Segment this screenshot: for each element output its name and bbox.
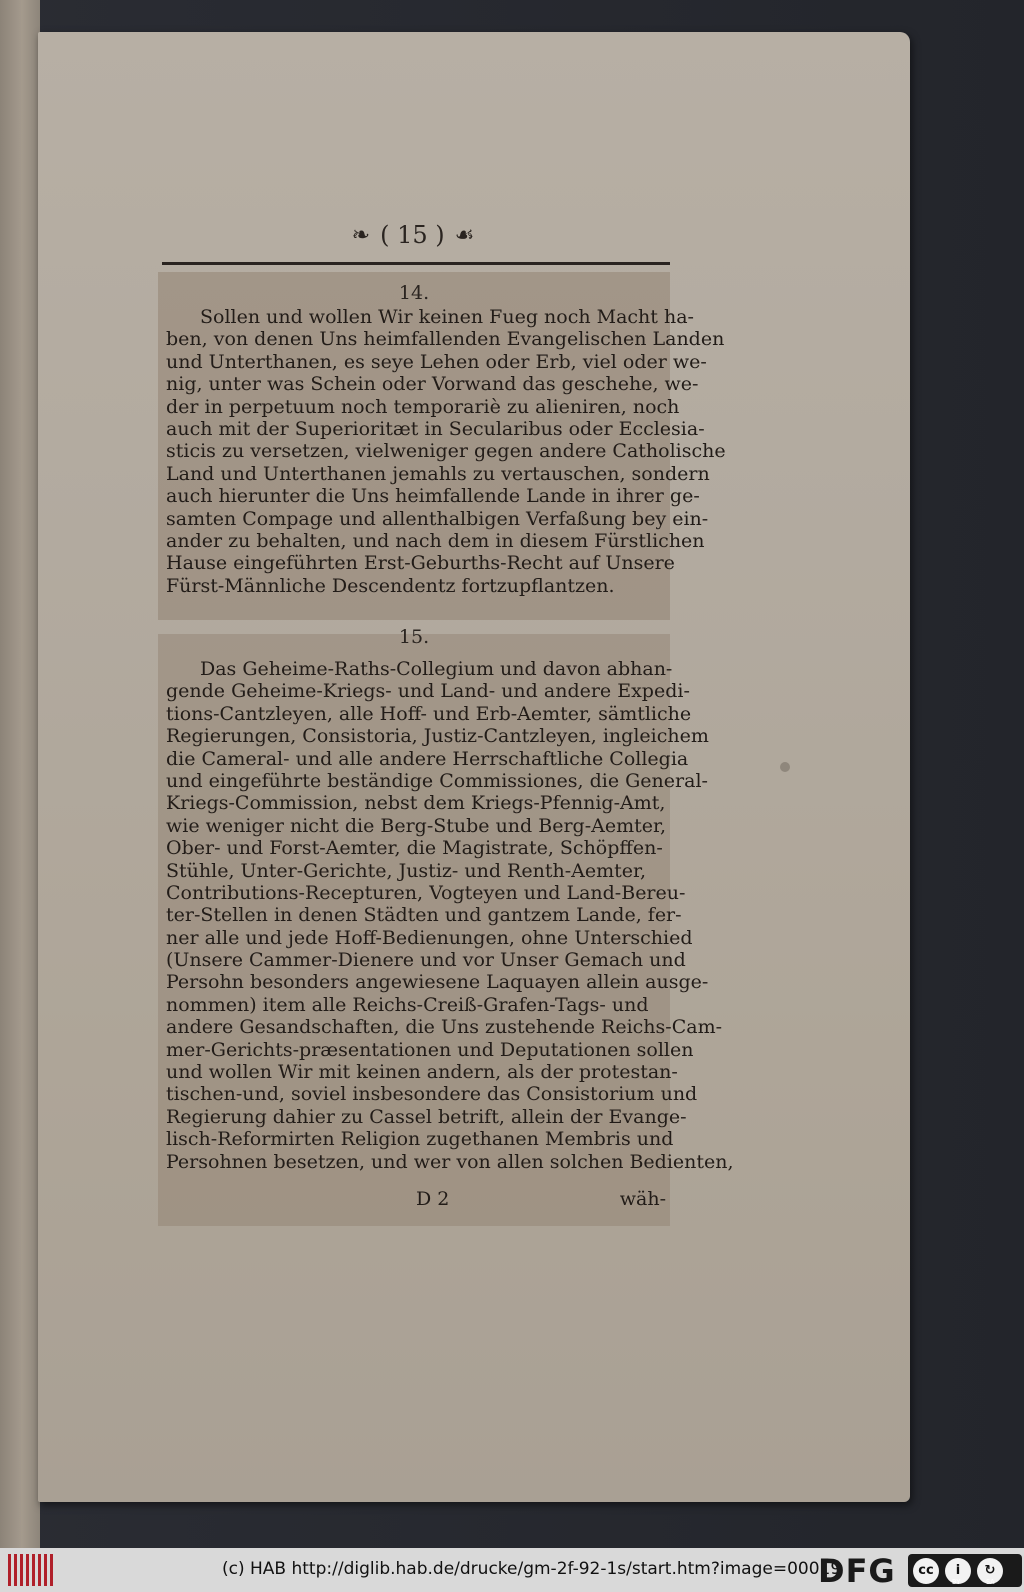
text-line: ter-Stellen in denen Städten und gantzem Lande, fer- [166, 904, 682, 927]
header-rule [162, 262, 670, 265]
license-badge[interactable] [908, 1554, 1022, 1587]
text-line: Kriegs-Commission, nebst dem Kriegs-Pfennig-Amt, [166, 792, 666, 815]
footer-bar [0, 1548, 1024, 1592]
paper-stain [780, 762, 790, 772]
text-line: wie weniger nicht die Berg-Stube und Berg-Aemter, [166, 814, 667, 837]
page-number: ( 15 ) [380, 221, 445, 249]
section-number: 15. [398, 626, 430, 648]
text-line: Land und Unterthanen jemahls zu vertauschen, sondern [166, 462, 710, 485]
left-ornament-icon: ❧ [351, 222, 371, 248]
citation-link[interactable]: (c) HAB http://diglib.hab.de/drucke/gm-2f-92-1s/start.htm?image=00019 [222, 1559, 842, 1579]
text-line: Persohnen besetzen, und wer von allen solchen Bedienten, [166, 1150, 734, 1173]
text-line: auch mit der Superioritæt in Secularibus oder Ecclesia- [166, 417, 705, 440]
text-line: Fürst-Männliche Descendentz fortzupflantzen. [166, 574, 615, 597]
text-line: Sollen und wollen Wir keinen Fueg noch Macht ha- [200, 306, 694, 328]
section-text [166, 306, 726, 597]
text-line: Das Geheime-Raths-Collegium und davon abhan- [200, 658, 673, 680]
attribution-icon: i [945, 1558, 971, 1584]
share-alike-icon: ↻ [977, 1558, 1003, 1584]
section-text [166, 658, 734, 1173]
text-line: und eingeführte beständige Commissiones, die General- [166, 769, 708, 792]
text-line: Contributions-Recepturen, Vogteyen und Land-Bereu- [166, 881, 686, 904]
text-line: der in perpetuum noch temporariè zu alieniren, noch [166, 395, 680, 418]
cc-icon: cc [913, 1558, 939, 1584]
page-footer-marks [166, 1188, 666, 1214]
text-line: und wollen Wir mit keinen andern, als der protestan- [166, 1061, 678, 1084]
text-line: Stühle, Unter-Gerichte, Justiz- und Renth-Aemter, [166, 859, 647, 882]
text-line: lisch-Reformirten Religion zugethanen Membris und [166, 1128, 674, 1151]
license-sa-label: SA [986, 1578, 995, 1586]
signature-mark: D 2 [416, 1188, 450, 1210]
text-line: ben, von denen Uns heimfallenden Evangelischen Landen [166, 328, 725, 351]
text-line: ner alle und jede Hoff-Bedienungen, ohne Unterschied [166, 926, 693, 949]
hab-logo-icon[interactable] [8, 1554, 53, 1586]
text-line: ander zu behalten, und nach dem in diesem Fürstlichen [166, 529, 705, 552]
text-line: und Unterthanen, es seye Lehen oder Erb, viel oder we- [166, 350, 707, 373]
text-line: samten Compage und allenthalbigen Verfaßung bey ein- [166, 507, 709, 530]
text-line: Hause eingeführten Erst-Geburths-Recht auf Unsere [166, 552, 675, 575]
text-line: nig, unter was Schein oder Vorwand das geschehe, we- [166, 373, 699, 396]
section-number: 14. [398, 282, 430, 304]
text-line: Regierung dahier zu Cassel betrift, allein der Evange- [166, 1105, 687, 1128]
text-line: andere Gesandschaften, die Uns zustehende Reichs-Cam- [166, 1016, 723, 1039]
text-line: Persohn besonders angewiesene Laquayen allein ausge- [166, 971, 709, 994]
page-header [160, 218, 666, 252]
text-line: Regierungen, Consistoria, Justiz-Cantzleyen, ingleichem [166, 725, 709, 748]
catchword: wäh- [619, 1188, 666, 1210]
text-line: tions-Cantzleyen, alle Hoff- und Erb-Aemter, sämtliche [166, 702, 692, 725]
text-line: auch hierunter die Uns heimfallende Lande in ihrer ge- [166, 485, 700, 508]
text-line: mer-Gerichts-præsentationen und Deputationen sollen [166, 1038, 694, 1061]
text-line: gende Geheime-Kriegs- und Land- und andere Expedi- [166, 680, 690, 703]
text-line: (Unsere Cammer-Dienere und vor Unser Gemach und [166, 949, 686, 972]
text-line: nommen) item alle Reichs-Creiß-Grafen-Tags- und [166, 993, 649, 1016]
text-line: tischen-und, soviel insbesondere das Consistorium und [166, 1083, 698, 1106]
text-line: Ober- und Forst-Aemter, die Magistrate, Schöpffen- [166, 837, 663, 860]
dfg-logo[interactable]: DFG [818, 1552, 896, 1590]
text-line: sticis zu versetzen, vielweniger gegen andere Catholische [166, 440, 726, 463]
text-line: die Cameral- und alle andere Herrschaftliche Collegia [166, 747, 689, 770]
right-ornament-icon: ☙ [454, 222, 475, 248]
previous-page-edge [0, 0, 40, 1548]
license-by-label: BY [952, 1578, 961, 1586]
